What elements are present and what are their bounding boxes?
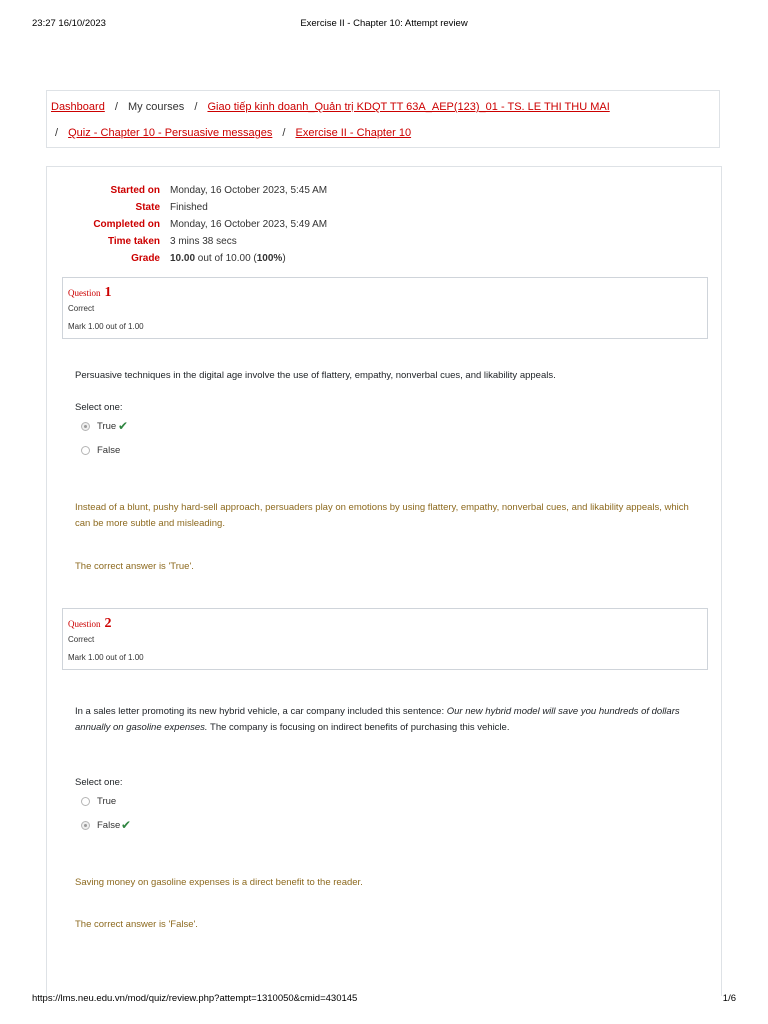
breadcrumb-dashboard-link[interactable]: Dashboard [51,101,105,113]
breadcrumb-line-1 [51,99,610,115]
completed-on-label: Completed on [93,219,160,230]
completed-on-value: Monday, 16 October 2023, 5:49 AM [170,219,328,230]
question-1-select-one: Select one: [75,402,123,413]
question-label: Question [68,619,101,629]
option-label: False [97,820,121,831]
attempt-summary [60,182,328,267]
question-1-text: Persuasive techniques in the digital age involve the use of flattery, empathy, nonverbal cues, and likability appeals. [75,370,556,381]
time-taken-label: Time taken [107,236,160,247]
grade-mid: out of 10.00 ( [195,253,257,264]
question-2-select-one: Select one: [75,777,123,788]
question-number: 1 [104,285,112,300]
breadcrumb-separator: / [114,101,118,113]
question-1-info [62,277,708,339]
grade-end: ) [282,253,286,264]
radio-button-selected[interactable] [81,821,90,830]
grade-value [170,250,286,267]
summary-row-state [60,199,208,216]
grade-label: Grade [131,253,160,264]
question-2-text-after: The company is focusing on indirect benefits of purchasing this vehicle. [207,722,510,733]
question-2-feedback: Saving money on gasoline expenses is a direct benefit to the reader. [75,877,363,888]
print-page-number: 1/6 [722,993,736,1004]
check-icon: ✔ [118,419,129,433]
question-2-text-italic: Our new hybrid model will save you hundreds of dollars annually on gasoline expenses. [75,706,680,733]
question-number: 2 [104,616,112,631]
question-2-state: Correct [68,635,95,644]
breadcrumb-line-2 [55,125,411,141]
grade-score: 10.00 [170,253,196,264]
breadcrumb-separator: / [55,127,59,139]
breadcrumb-separator: / [194,101,198,113]
question-2-title [68,614,112,632]
question-2-text-before: In a sales letter promoting its new hybrid vehicle, a car company included this sentence: [75,706,447,717]
option-label: True [97,421,117,432]
breadcrumb-my-courses: My courses [128,101,185,113]
summary-row-completed [60,216,328,233]
question-1-feedback: Instead of a blunt, pushy hard-sell approach, persuaders play on emotions by using flattery, empathy, nonverbal cues, and likability appeals, which can be more subtle and misleading. [75,502,689,529]
question-2-mark: Mark 1.00 out of 1.00 [68,653,144,662]
option-label: True [97,796,117,807]
summary-row-time [60,233,237,250]
breadcrumb-quiz-link[interactable]: Quiz - Chapter 10 - Persuasive messages [68,127,273,139]
print-page-title: Exercise II - Chapter 10: Attempt review [300,18,468,29]
grade-percent: 100% [256,253,283,264]
question-2-correct-answer: The correct answer is 'False'. [75,919,198,930]
print-url: https://lms.neu.edu.vn/mod/quiz/review.php?attempt=1310050&cmid=430145 [32,993,358,1004]
radio-button[interactable] [81,797,90,806]
question-1-correct-answer: The correct answer is 'True'. [75,561,194,572]
breadcrumb-course-link[interactable]: Giao tiếp kinh doanh_Quản trị KDQT TT 63A_AEP(123)_01 - TS. LE THI THU MAI [207,101,610,113]
question-1-state: Correct [68,304,95,313]
breadcrumb-exercise-link[interactable]: Exercise II - Chapter 10 [295,127,412,139]
started-on-value: Monday, 16 October 2023, 5:45 AM [170,185,328,196]
question-2-info [62,608,708,670]
question-1-mark: Mark 1.00 out of 1.00 [68,322,144,331]
question-2-text [75,704,695,736]
started-on-label: Started on [110,185,160,196]
summary-row-grade [60,250,286,267]
print-timestamp: 23:27 16/10/2023 [32,18,106,29]
question-label: Question [68,288,101,298]
summary-row-started [60,182,328,199]
radio-button-selected[interactable] [81,422,90,431]
time-taken-value: 3 mins 38 secs [170,236,237,247]
question-1-title [68,283,112,301]
option-label: False [97,445,121,456]
state-value: Finished [170,202,208,213]
print-header [0,18,768,32]
breadcrumb [46,90,720,148]
breadcrumb-separator: / [282,127,286,139]
state-label: State [135,202,160,213]
radio-button[interactable] [81,446,90,455]
check-icon: ✔ [121,818,132,832]
